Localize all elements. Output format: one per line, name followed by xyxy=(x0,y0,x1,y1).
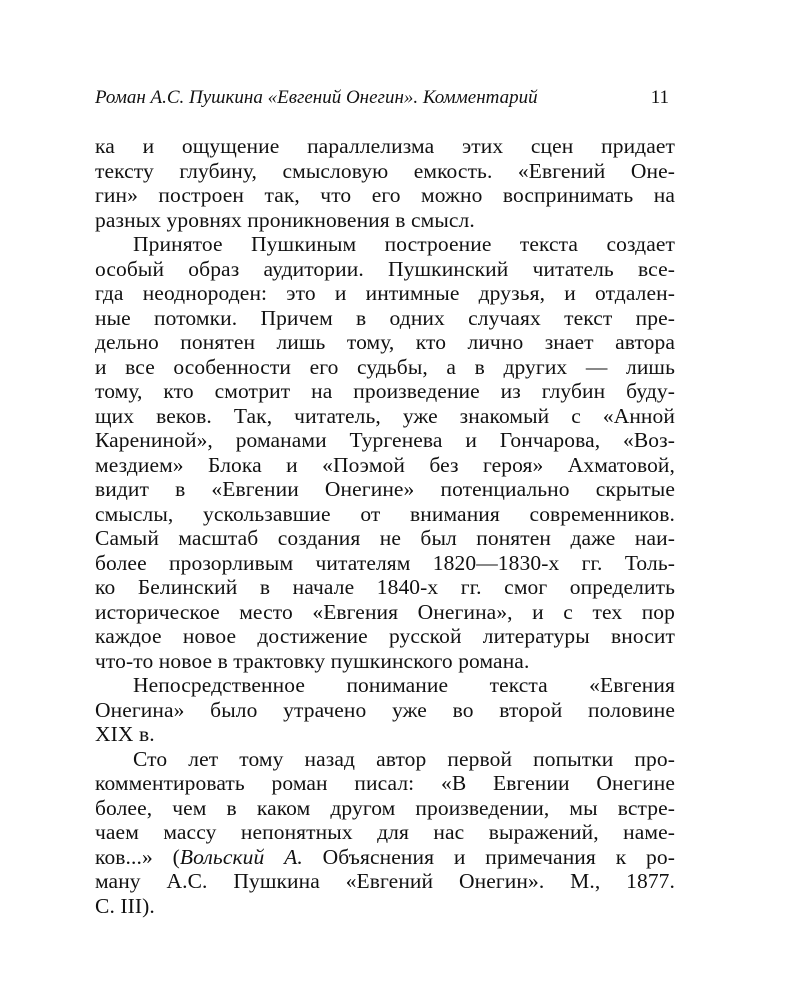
text-line: Сто лет тому назад автор первой попытки про- xyxy=(133,746,675,771)
book-page xyxy=(95,84,675,918)
text-line: разных уровнях проникновения в смысл. xyxy=(95,207,475,232)
reference-text-start: ков...» ( xyxy=(95,844,180,869)
text-line: тексту глубину, смысловую емкость. «Евгений Оне- xyxy=(95,158,675,183)
text-line-reference xyxy=(95,845,675,870)
paragraph xyxy=(95,134,675,232)
text-line: смыслы, ускользавшие от внимания современников. xyxy=(95,501,675,526)
text-line: историческое место «Евгения Онегина», и с тех пор xyxy=(95,599,675,624)
text-line: дельно понятен лишь тому, кто лично знает автора xyxy=(95,330,675,354)
running-head xyxy=(95,84,675,112)
text-line: ману А.С. Пушкина «Евгений Онегин». М., 1877. xyxy=(95,869,675,893)
running-head-title: Роман А.С. Пушкина «Евгений Онегин». Комментарий xyxy=(95,87,538,108)
text-line: каждое новое достижение русской литературы вносит xyxy=(95,624,675,648)
text-line: гда неоднороден: это и интимные друзья, и отдален- xyxy=(95,281,675,305)
reference-text-end: Объяснения и примечания к ро- xyxy=(302,844,676,869)
text-line: и все особенности его судьбы, а в других — лишь xyxy=(95,354,675,379)
body-text xyxy=(95,134,675,918)
text-line: мездием» Блока и «Поэмой без героя» Ахматовой, xyxy=(95,452,675,477)
text-line: что-то новое в трактовку пушкинского романа. xyxy=(95,648,530,673)
text-line: Принятое Пушкиным построение текста создает xyxy=(133,232,675,256)
text-line: чаем массу непонятных для нас выражений, намe- xyxy=(95,820,675,844)
text-line: ка и ощущение параллелизма этих сцен придает xyxy=(95,134,675,158)
text-line: более прозорливым читателям 1820—1830-х гг. Толь- xyxy=(95,550,675,575)
text-line: комментировать роман писал: «В Евгении Онегине xyxy=(95,771,675,795)
text-line: XIX в. xyxy=(95,722,155,746)
text-line: видит в «Евгении Онегине» потенциально скрытые xyxy=(95,477,675,501)
text-line: Самый масштаб создания не был понятен даже наи- xyxy=(95,526,675,550)
text-line: щих веков. Так, читатель, уже знакомый с «Анной xyxy=(95,403,675,428)
paragraph xyxy=(95,232,675,673)
text-line: тому, кто смотрит на произведение из глубин буду- xyxy=(95,379,675,403)
text-line: ные потомки. Причем в одних случаях текст пре- xyxy=(95,305,675,330)
reference-author: Вольский А. xyxy=(179,844,303,869)
text-line: гин» построен так, что его можно воспринимать на xyxy=(95,183,675,207)
page-number: 11 xyxy=(650,87,669,108)
text-line: особый образ аудитории. Пушкинский читатель все- xyxy=(95,256,675,281)
text-line: С. III). xyxy=(95,893,155,918)
text-line: Онегина» было утрачено уже во второй половине xyxy=(95,697,675,722)
text-line: ко Белинский в начале 1840-х гг. смог определить xyxy=(95,575,675,599)
text-line: более, чем в каком другом произведении, мы встре- xyxy=(95,795,675,820)
paragraph xyxy=(95,673,675,747)
text-line: Непосредственное понимание текста «Евгения xyxy=(133,673,675,697)
text-line: Карениной», романами Тургенева и Гончарова, «Воз- xyxy=(95,428,675,452)
paragraph xyxy=(95,747,675,919)
